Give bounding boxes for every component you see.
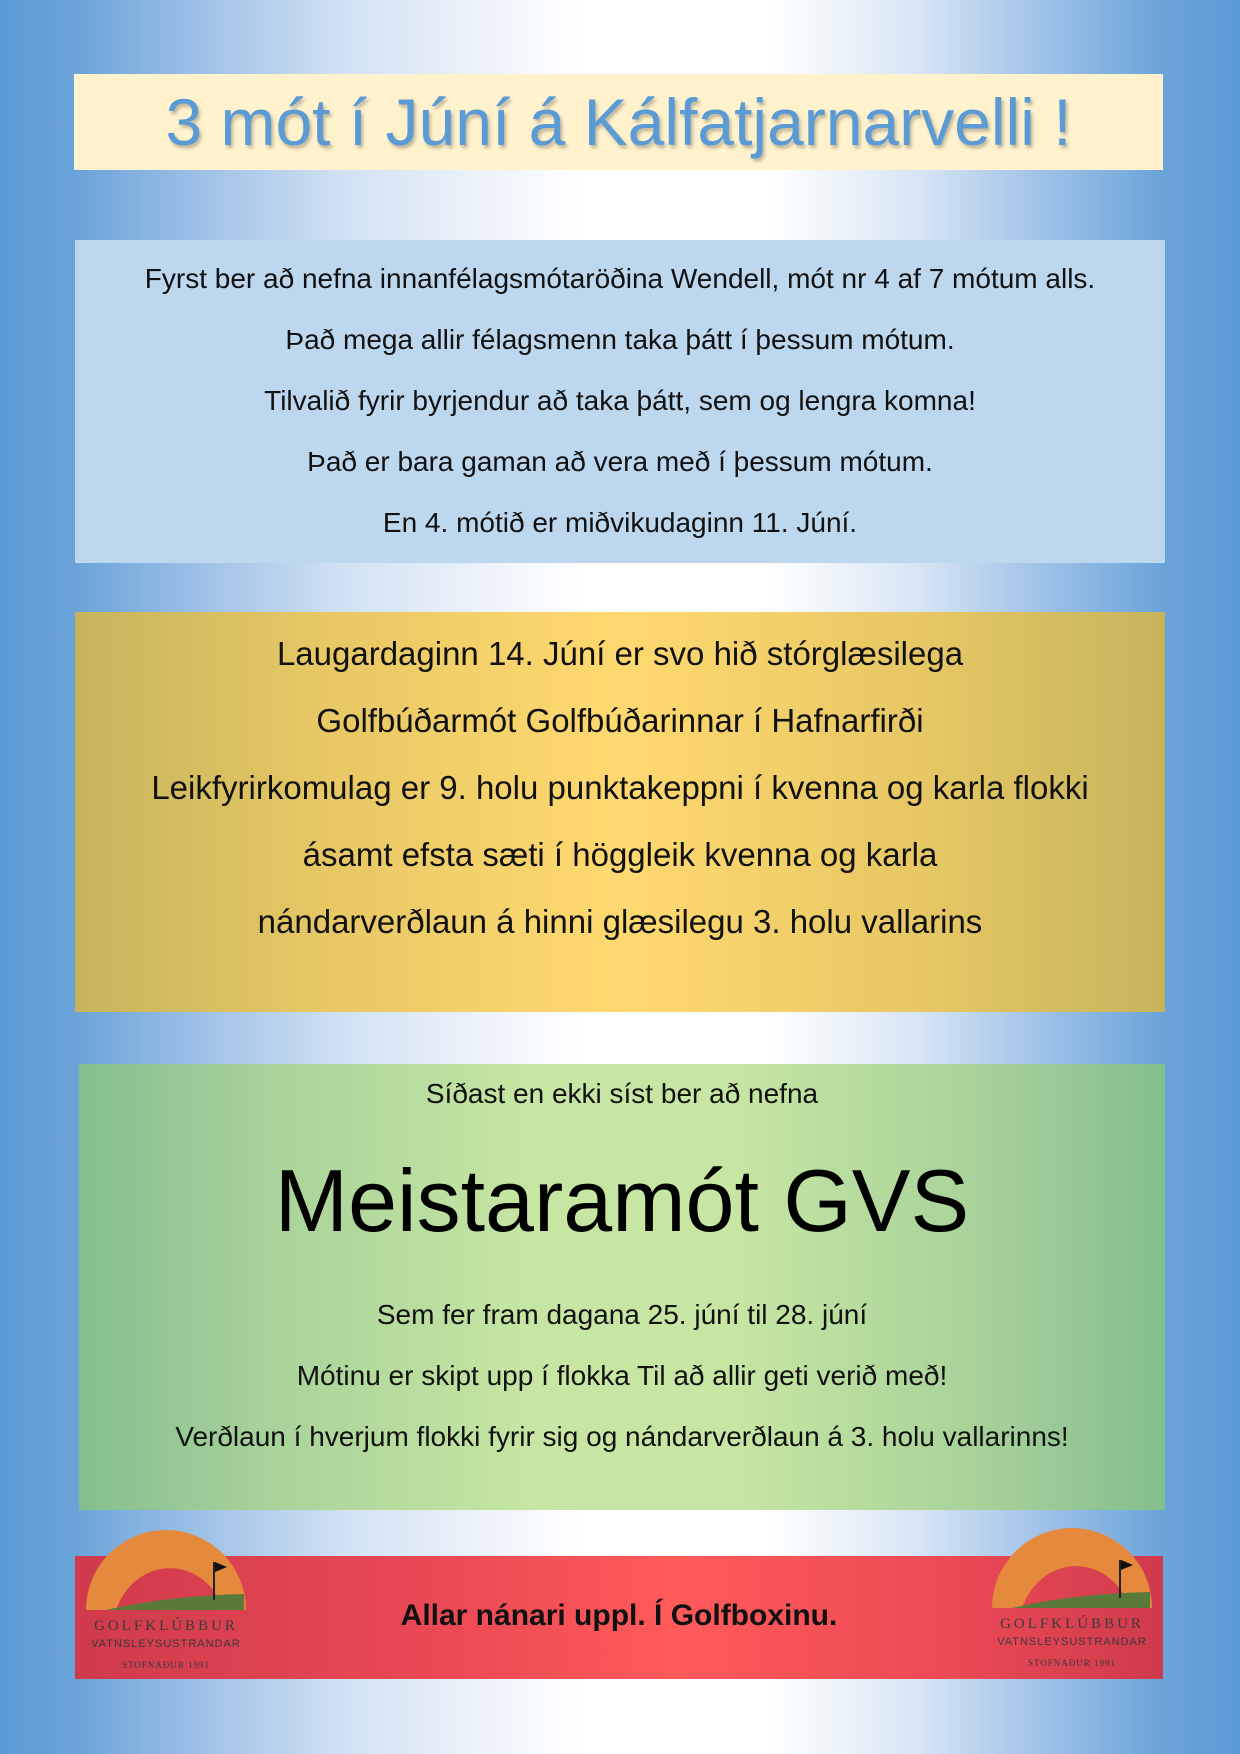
club-logo-right (982, 1508, 1162, 1678)
golfbud-line: Laugardaginn 14. Júní er svo hið stórglæsilega (276, 635, 964, 672)
club-logo-emblem-icon (982, 1508, 1162, 1618)
golfbud-line: Leikfyrirkomulag er 9. holu punktakeppni í kvenna og karla flokki (151, 769, 1089, 806)
logo-club-name: GOLFKLÚBBUR (1000, 1616, 1144, 1632)
logo-established: STOFNAÐUR 1991 (121, 1660, 211, 1670)
club-logo-left (76, 1510, 256, 1680)
golfbud-line: ásamt efsta sæti í höggleik kvenna og karla (302, 836, 938, 873)
club-logo-emblem-icon (76, 1510, 256, 1620)
wendell-line: Fyrst ber að nefna innanfélagsmótaröðina Wendell, mót nr 4 af 7 mótum alls. (144, 263, 1096, 294)
golfbud-line: Golfbúðarmót Golfbúðarinnar í Hafnarfirði (316, 702, 924, 739)
meistaramot-details (79, 1284, 1165, 1467)
logo-club-name: GOLFKLÚBBUR (94, 1618, 238, 1634)
meistaramot-line: Verðlaun í hverjum flokki fyrir sig og nándarverðlaun á 3. holu vallarinns! (175, 1421, 1069, 1452)
meistaramot-section (79, 1064, 1165, 1510)
meistaramot-intro: Síðast en ekki síst ber að nefna (425, 1078, 819, 1109)
title-banner (74, 74, 1163, 170)
wendell-section (75, 240, 1165, 563)
logo-established: STOFNAÐUR 1991 (1027, 1658, 1117, 1668)
wendell-line: Það er bara gaman að vera með í þessum mótum. (307, 446, 933, 477)
logo-club-subtitle: VATNSLEYSUSTRANDAR (997, 1636, 1147, 1648)
footer-text: Allar nánari uppl. Í Golfboxinu. (400, 1599, 838, 1632)
wendell-line: Það mega allir félagsmenn taka þátt í þessum mótum. (285, 324, 955, 355)
wendell-line: En 4. mótið er miðvikudaginn 11. Júní. (382, 507, 858, 538)
golfbud-line: nándarverðlaun á hinni glæsilegu 3. holu vallarins (257, 903, 983, 940)
golfbud-section (75, 612, 1165, 1012)
wendell-line: Tilvalið fyrir byrjendur að taka þátt, sem og lengra komna! (264, 385, 976, 416)
meistaramot-line: Sem fer fram dagana 25. júní til 28. júní (376, 1299, 868, 1330)
logo-club-subtitle: VATNSLEYSUSTRANDAR (91, 1638, 241, 1650)
meistaramot-line: Mótinu er skipt upp í flokka Til að allir geti verið með! (296, 1360, 948, 1391)
meistaramot-heading: Meistaramót GVS (274, 1151, 970, 1250)
page-title: 3 mót í Júní á Kálfatjarnarvelli ! (165, 85, 1072, 159)
